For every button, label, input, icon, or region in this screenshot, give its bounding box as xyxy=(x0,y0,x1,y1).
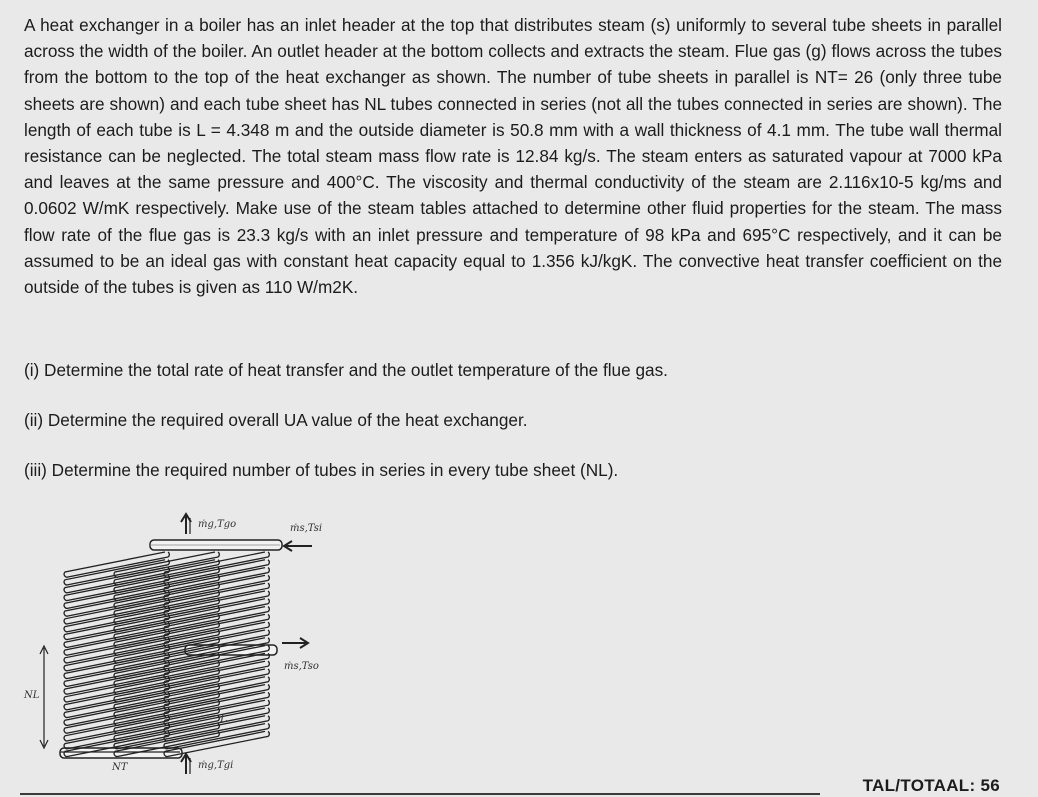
bottom-rule xyxy=(20,793,820,795)
nt-label: NT xyxy=(112,762,128,773)
nl-dimension xyxy=(40,646,48,748)
question-ii: (ii) Determine the required overall UA value of the heat exchanger. xyxy=(24,410,528,430)
gas-in-label: ṁg,Tgi xyxy=(198,760,234,771)
total-marks: TAL/TOTAAL: 56 xyxy=(862,776,1000,795)
steam-out-label: ṁs,Tso xyxy=(284,661,319,672)
steam-in-arrow-icon xyxy=(284,541,312,551)
length-label: L xyxy=(220,712,228,725)
nl-label: NL xyxy=(24,690,40,701)
question-i: (i) Determine the total rate of heat transfer and the outlet temperature of the flue gas. xyxy=(24,360,668,380)
problem-statement: A heat exchanger in a boiler has an inlet header at the top that distributes steam (s) uniformly to several tube sheets in parallel across the width of the boiler. An outlet header at the bottom collects and extracts the steam. Flue gas (g) flows across the tubes from the bottom to the top of the heat exchanger as shown. The number of tube sheets in parallel is NT= 26 (only three tube sheets are shown) and each tube sheet has NL tubes connected in series (not all the tubes connected in series are shown). The length of each tube is L = 4.348 m and the outside diameter is 50.8 mm with a wall thickness of 4.1 mm. The tube wall thermal resistance can be neglected. The total steam mass flow rate is 12.84 kg/s. The steam enters as saturated vapour at 7000 kPa and leaves at the same pressure and 400°C. The viscosity and thermal conductivity of the steam are 2.116x10-5 kg/ms and 0.0602 W/mK respectively. Make use of the steam tables attached to determine other fluid properties for the steam. The mass flow rate of the flue gas is 23.3 kg/s with an inlet pressure and temperature of 98 kPa and 695°C respectively, and it can be assumed to be an ideal gas with constant heat capacity equal to 1.356 kJ/kgK. The convective heat transfer coefficient on the outside of the tubes is given as 110 W/m2K. xyxy=(24,15,1002,298)
gas-in-arrow-icon xyxy=(181,754,191,774)
inlet-header xyxy=(150,540,282,550)
question-iii: (iii) Determine the required number of tubes in series in every tube sheet (NL). xyxy=(24,460,619,480)
steam-out-arrow-icon xyxy=(282,638,308,648)
gas-out-label: ṁg,Tgo xyxy=(198,519,237,530)
steam-in-label: ṁs,Tsi xyxy=(290,523,323,534)
gas-out-arrow-icon xyxy=(181,514,191,534)
